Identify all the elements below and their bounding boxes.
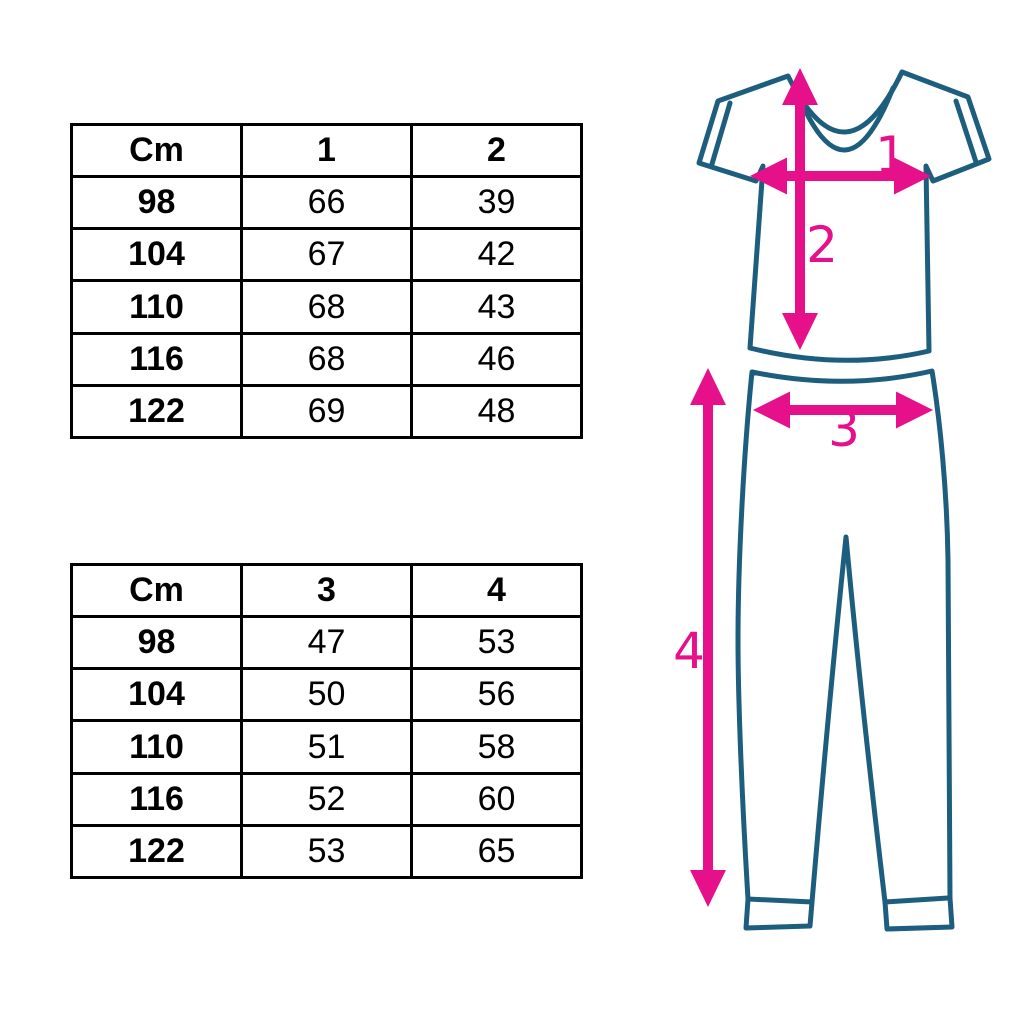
column-header: Cm [72, 125, 242, 177]
dimension-label-2: 2 [806, 216, 838, 274]
dimension-label-3: 3 [828, 400, 860, 458]
table-row [72, 669, 582, 721]
table-row [72, 617, 582, 669]
measurement-cell: 48 [412, 385, 582, 437]
measurement-cell: 51 [242, 721, 412, 773]
measurement-cell: 52 [242, 773, 412, 825]
size-cell: 104 [72, 669, 242, 721]
measurement-cell: 56 [412, 669, 582, 721]
table-row [72, 333, 582, 385]
measurement-cell: 60 [412, 773, 582, 825]
measurement-cell: 53 [412, 617, 582, 669]
shirt-size-table [70, 123, 583, 439]
size-cell: 110 [72, 721, 242, 773]
table-row [72, 229, 582, 281]
table-row [72, 825, 582, 877]
table-row [72, 281, 582, 333]
pants-left-cuff-icon [748, 899, 812, 902]
size-cell: 104 [72, 229, 242, 281]
shirt-length-arrow-icon [782, 68, 818, 350]
tshirt-outline-icon [699, 72, 989, 360]
table-row [72, 385, 582, 437]
column-header: 1 [242, 125, 412, 177]
pants-size-table [70, 563, 583, 879]
table-row [72, 177, 582, 229]
measurement-cell: 42 [412, 229, 582, 281]
dimension-label-1: 1 [875, 126, 907, 184]
measurement-cell: 39 [412, 177, 582, 229]
column-header: 2 [412, 125, 582, 177]
size-cell: 98 [72, 177, 242, 229]
column-header: 4 [412, 565, 582, 617]
size-cell: 116 [72, 333, 242, 385]
header-row [72, 565, 582, 617]
size-cell: 98 [72, 617, 242, 669]
pants-size-table-container [70, 563, 583, 879]
size-cell: 110 [72, 281, 242, 333]
measurement-cell: 67 [242, 229, 412, 281]
measurement-cell: 50 [242, 669, 412, 721]
garment-measurement-diagram [620, 30, 1024, 990]
measurement-cell: 65 [412, 825, 582, 877]
measurement-cell: 58 [412, 721, 582, 773]
measurement-cell: 66 [242, 177, 412, 229]
column-header: Cm [72, 565, 242, 617]
table-row [72, 721, 582, 773]
measurement-cell: 68 [242, 281, 412, 333]
measurement-cell: 46 [412, 333, 582, 385]
size-cell: 122 [72, 825, 242, 877]
measurement-cell: 69 [242, 385, 412, 437]
dimension-label-4: 4 [673, 622, 705, 680]
measurement-cell: 43 [412, 281, 582, 333]
measurement-cell: 53 [242, 825, 412, 877]
size-cell: 122 [72, 385, 242, 437]
table-row [72, 773, 582, 825]
measurement-cell: 68 [242, 333, 412, 385]
header-row [72, 125, 582, 177]
measurement-cell: 47 [242, 617, 412, 669]
column-header: 3 [242, 565, 412, 617]
size-cell: 116 [72, 773, 242, 825]
pants-right-cuff-icon [885, 898, 948, 902]
shirt-size-table-container [70, 123, 583, 439]
